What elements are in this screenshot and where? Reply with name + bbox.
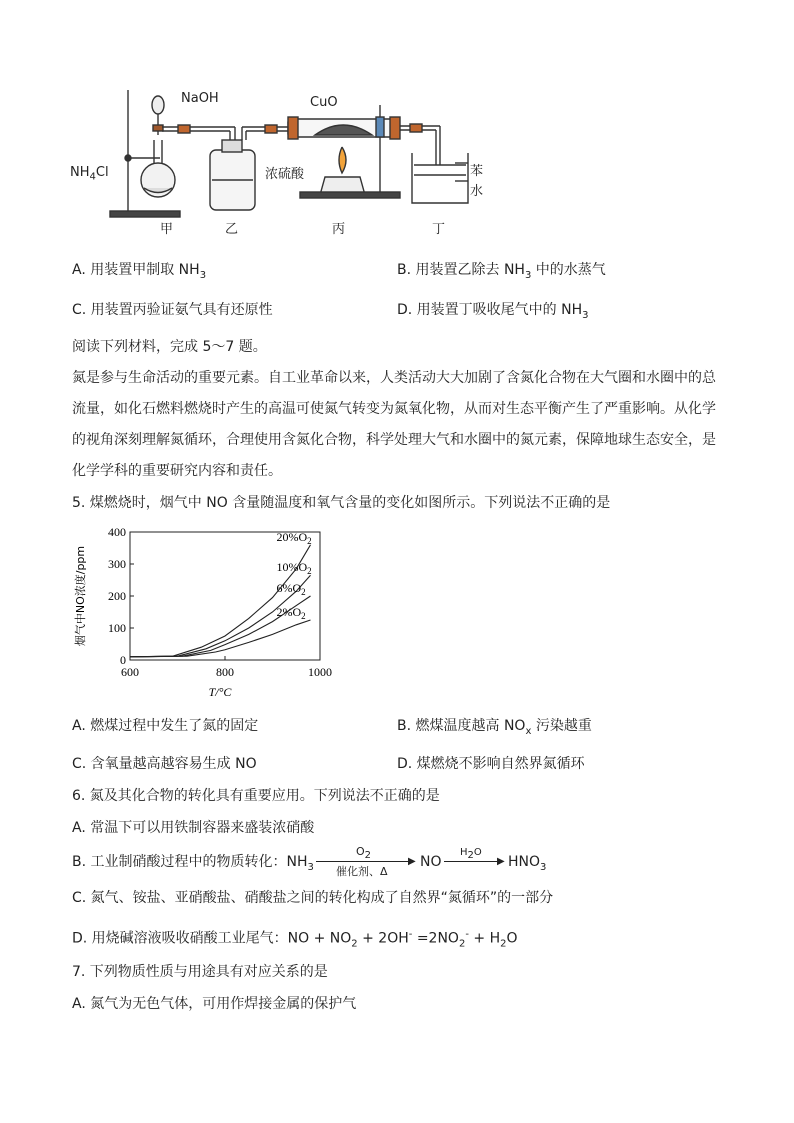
- series-label: $10\%O_2$: [276, 560, 312, 577]
- q6-option-d: D. 用烧碱溶液吸收硝酸工业尾气：NO + $NO_2 + 2OH^- =2NO_2^- + H_2O$: [72, 929, 518, 950]
- y-tick-label: 400: [108, 525, 126, 539]
- series-label-subscript: 2: [301, 587, 306, 597]
- q4-option-a: A. 用装置甲制取 $NH_3$: [72, 262, 207, 281]
- x-axis-label: T/°C: [208, 685, 232, 699]
- q6-option-a: A. 常温下可以用铁制容器来盛装浓硝酸: [72, 820, 315, 836]
- reaction-arrow-1: [316, 845, 416, 879]
- arrow2-head: ▶: [497, 856, 505, 867]
- arrow2-line: [444, 861, 502, 862]
- cuo-label: CuO: [310, 95, 338, 110]
- water-label: 水: [470, 184, 484, 199]
- y-tick-label: 200: [108, 589, 126, 603]
- series-label-subscript: 2: [301, 611, 306, 621]
- x-tick-label: 1000: [308, 665, 332, 679]
- y-axis-label: 烟气中NO浓度/ppm: [74, 545, 87, 647]
- no-concentration-chart: [70, 520, 340, 705]
- caption-ding: 丁: [432, 222, 446, 237]
- q5-stem: 5. 煤燃烧时，烟气中 NO 含量随温度和氧气含量的变化如图所示。下列说法不正确的是: [72, 495, 611, 511]
- benzene-label: 苯: [470, 164, 484, 179]
- x-tick-label: 600: [121, 665, 139, 679]
- q6-option-c: C. 氮气、铵盐、亚硝酸盐、硝酸盐之间的转化构成了自然界“氮循环”的一部分: [72, 890, 554, 906]
- y-tick-label: 100: [108, 621, 126, 635]
- q4-option-b: B. 用装置乙除去 $NH_3$ 中的水蒸气: [397, 262, 606, 281]
- reaction-arrow-2: [444, 845, 506, 867]
- q4-option-d: D. 用装置丁吸收尾气中的 $NH_3$: [397, 302, 589, 321]
- reading-intro: 阅读下列材料，完成 5～7 题。: [72, 339, 267, 355]
- series-label-subscript: 2: [307, 566, 312, 577]
- hno3-formula: $HNO_3$: [508, 854, 547, 873]
- arrow2-top: $H_2O$: [460, 847, 482, 861]
- arrow1-top: $O_2$: [356, 845, 372, 862]
- q5-option-a: A. 燃煤过程中发生了氮的固定: [72, 718, 259, 734]
- q7-option-a: A. 氮气为无色气体，可用作焊接金属的保护气: [72, 996, 357, 1012]
- x-tick-label: 800: [216, 665, 234, 679]
- q6-stem: 6. 氮及其化合物的转化具有重要应用。下列说法不正确的是: [72, 788, 440, 804]
- arrow1-head: ▶: [408, 856, 416, 867]
- q5-option-b: B. 燃煤温度越高 $NO_x$ 污染越重: [397, 718, 592, 737]
- arrow1-bottom: 催化剂、Δ: [336, 865, 388, 878]
- acid-label: 浓硫酸: [265, 167, 305, 182]
- q5-option-d: D. 煤燃烧不影响自然界氮循环: [397, 756, 585, 772]
- naoh-label: NaOH: [181, 91, 219, 106]
- caption-jia: 甲: [160, 222, 174, 237]
- series-label: $2\%O_2$: [276, 605, 306, 621]
- nh4cl-label: $NH_4Cl$: [70, 165, 109, 183]
- series-label: $6\%O_2$: [276, 581, 306, 597]
- q4-option-c: C. 用装置丙验证氨气具有还原性: [72, 302, 273, 318]
- q5-option-c: C. 含氧量越高越容易生成 NO: [72, 756, 257, 772]
- y-tick-label: 300: [108, 557, 126, 571]
- y-tick-label: 0: [120, 653, 126, 667]
- series-label: $20\%O_2$: [276, 529, 312, 546]
- caption-bing: 丙: [332, 222, 346, 237]
- reading-passage: 氮是参与生命活动的重要元素。自工业革命以来，人类活动大大加剧了含氮化合物在大气圈和水圈中的总流量，如化石燃料燃烧时产生的高温可使氮气转变为氮氧化物，从而对生态平衡产生了严重影响。从化学的视角深刻理解氮循环，合理使用含氮化合物，科学处理大气和水圈中的氮元素，保障地球生态安全，是化学学科的重要研究内容和责任。: [72, 370, 716, 479]
- q6-option-b: B. 工业制硝酸过程中的物质转化：$NH_3$: [72, 854, 314, 873]
- series-label-subscript: 2: [307, 535, 312, 546]
- caption-yi: 乙: [225, 222, 239, 237]
- no-formula: NO: [420, 854, 442, 870]
- q7-stem: 7. 下列物质性质与用途具有对应关系的是: [72, 964, 328, 980]
- arrow1-line: [316, 861, 414, 862]
